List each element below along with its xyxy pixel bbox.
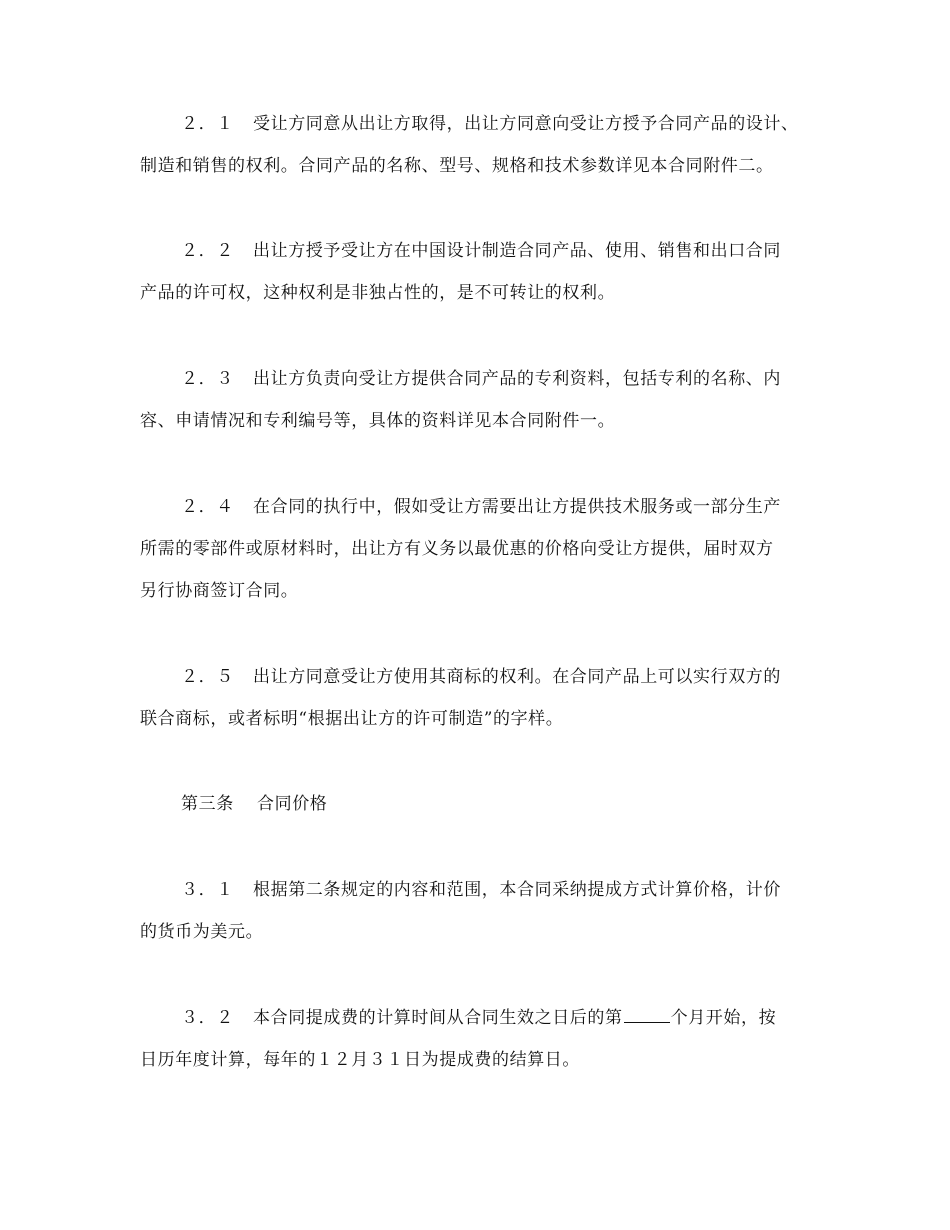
clause-text: 的货币为美元。 xyxy=(140,922,264,942)
clause-text: 产品的许可权，这种权利是非独占性的，是不可转让的权利。 xyxy=(140,283,616,303)
article-3-heading xyxy=(181,783,327,825)
article-number: 第三条 xyxy=(181,794,234,814)
clause-number: ３．２ xyxy=(181,1008,234,1028)
clause-2-2 xyxy=(140,230,830,314)
clause-text: 所需的零部件或原材料时，出让方有义务以最优惠的价格向受让方提供，届时双方 xyxy=(140,539,774,559)
clause-2-3 xyxy=(140,358,830,442)
clause-number: ２．５ xyxy=(181,667,234,687)
clause-text: 受让方同意从出让方取得，出让方同意向受让方授予合同产品的设计、 xyxy=(253,114,799,134)
clause-text: 出让方同意受让方使用其商标的权利。在合同产品上可以实行双方的 xyxy=(253,667,781,687)
clause-number: ２．４ xyxy=(181,497,234,517)
clause-text: 容、申请情况和专利编号等，具体的资料详见本合同附件一。 xyxy=(140,411,616,431)
clause-number: ２．３ xyxy=(181,369,234,389)
clause-number: ２．２ xyxy=(181,241,234,261)
clause-text: 个月开始，按 xyxy=(670,1008,777,1028)
clause-text: 日历年度计算，每年的１２月３１日为提成费的结算日。 xyxy=(140,1050,580,1070)
clause-3-1 xyxy=(140,869,830,953)
clause-text: 出让方授予受让方在中国设计制造合同产品、使用、销售和出口合同 xyxy=(253,241,781,261)
clause-number: ３．１ xyxy=(181,880,234,900)
fill-in-blank[interactable] xyxy=(624,1006,670,1023)
clause-2-1 xyxy=(140,103,830,187)
clause-text: 本合同提成费的计算时间从合同生效之日后的第 xyxy=(253,1008,623,1028)
clause-3-2 xyxy=(140,997,830,1081)
clause-text: 出让方负责向受让方提供合同产品的专利资料，包括专利的名称、内 xyxy=(253,369,781,389)
clause-2-5 xyxy=(140,656,830,740)
clause-2-4 xyxy=(140,486,830,612)
clause-number: ２．１ xyxy=(181,114,234,134)
clause-text: 在合同的执行中，假如受让方需要出让方提供技术服务或一部分生产 xyxy=(253,497,781,517)
clause-text: 制造和销售的权利。合同产品的名称、型号、规格和技术参数详见本合同附件二。 xyxy=(140,156,774,176)
article-title: 合同价格 xyxy=(257,794,328,814)
clause-text: 联合商标，或者标明“根据出让方的许可制造”的字样。 xyxy=(140,709,564,729)
clause-text: 根据第二条规定的内容和范围，本合同采纳提成方式计算价格，计价 xyxy=(253,880,781,900)
clause-text: 另行协商签订合同。 xyxy=(140,581,299,601)
